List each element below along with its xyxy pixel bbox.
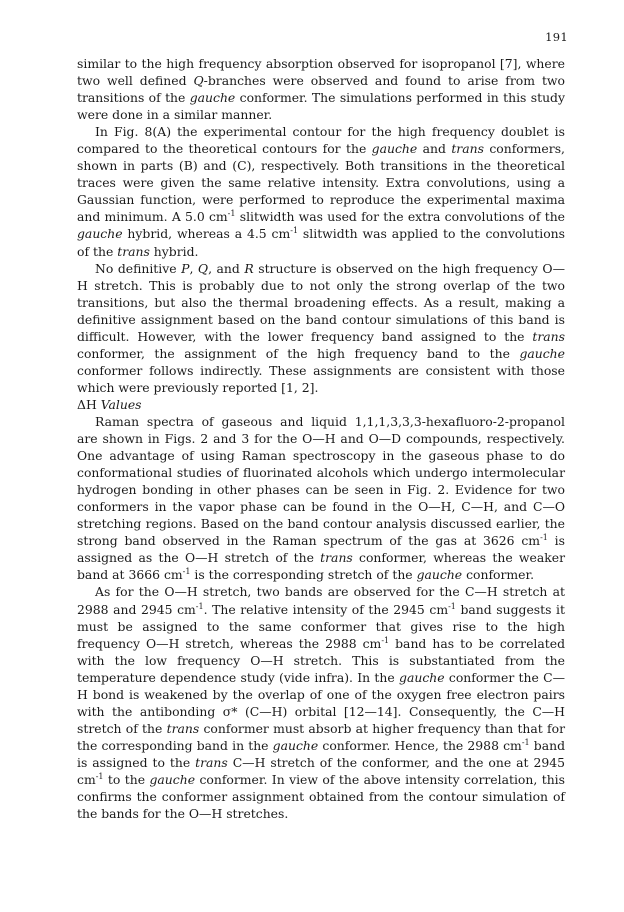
italic-term: trans bbox=[320, 550, 353, 566]
superscript: -1 bbox=[381, 635, 390, 645]
italic-term: gauche bbox=[189, 90, 236, 106]
superscript: -1 bbox=[195, 601, 204, 611]
superscript: -1 bbox=[95, 771, 104, 781]
paragraph: In Fig. 8(A) the experimental contour for the high frequency doublet is compared to the theoretical contours for the gauche and trans conformers, shown in parts (B) and (C), respectively. Both transitions in the theoretical traces were given the same relative intensity. Extra convolutions, using a Gaussian function, were performed to reproduce the experimental maxima and minimum. A 5.0 $cm^{-1}$ slitwidth was used for the extra convolutions of the gauche hybrid, whereas a 4.5 $cm^{-1}$ slitwidth was applied to the convolutions of the trans hybrid. bbox=[77, 124, 566, 259]
italic-term: trans bbox=[195, 754, 228, 770]
paragraph: No definitive P, Q, and R structure is observed on the high frequency O—H stretch. This is probably due to not only the strong overlap of the two transitions, but also the thermal broadening effects. As a result, making a definitive assignment based on the band contour simulations of this band is difficult. However, with the lower frequency band assigned to the trans conformer, the assignment of the high frequency band to the gauche conformer follows indirectly. These assignments are consistent with those which were previously reported [1, 2]. bbox=[77, 260, 565, 395]
superscript: -1 bbox=[182, 567, 191, 577]
superscript: -1 bbox=[227, 209, 236, 219]
paragraph: similar to the high frequency absorption observed for isopropanol [7], where two well defined Q-branches were observed and found to arise from two transitions of the gauche conformer. The simulations performed in this study were done in a similar manner. bbox=[77, 56, 565, 123]
italic-term: P bbox=[181, 260, 190, 276]
italic-term: Q bbox=[197, 260, 209, 276]
paragraph: Raman spectra of gaseous and liquid 1,1,1,3,3,3-hexafluoro-2-propanol are shown in Figs. 2 and 3 for the O—H and O—D compounds, respectively. One advantage of using Raman spectroscopy in the gaseous phase to do conformational studies of fluorinated alcohols which undergo intermolecular hydrogen bonding in other phases can be seen in Fig. 2. Evidence for two conformers in the vapor phase can be found in the O—H, C—H, and C—O stretching regions. Based on the band contour analysis discussed earlier, the strong band observed in the Raman spectrum of the gas at 3626 $cm^{-1}$ is assigned as the O—H stretch of the trans conformer, whereas the weaker band at 3666 $cm^{-1}$ is the corresponding stretch of the gauche conformer. bbox=[77, 413, 565, 583]
italic-term: gauche bbox=[272, 737, 319, 753]
page-number: 191 bbox=[545, 30, 568, 44]
superscript: -1 bbox=[448, 601, 456, 611]
section-heading bbox=[77, 396, 565, 413]
italic-term: trans bbox=[451, 141, 484, 157]
section-heading-title: Values bbox=[96, 396, 142, 412]
body-text bbox=[77, 55, 565, 822]
superscript: -1 bbox=[521, 737, 530, 747]
superscript: -1 bbox=[290, 226, 299, 236]
italic-term: gauche bbox=[77, 226, 123, 242]
section-heading-symbol: ΔH bbox=[77, 396, 97, 412]
italic-term: gauche bbox=[519, 345, 565, 361]
italic-term: trans bbox=[117, 243, 150, 259]
italic-term: Q bbox=[193, 73, 204, 89]
paragraph: As for the O—H stretch, two bands are observed for the C—H stretch at 2988 and 2945 $cm^{-1}$. The relative intensity of the 2945 $cm^{-1}$ band suggests it must be assigned to the same conformer that gives rise to the high frequency O—H stretch, whereas the 2988 $cm^{-1}$ band has to be correlated with the low frequency O—H stretch. This is substantiated from the temperature dependence study (vide infra). In the gauche conformer the C—H bond is weakened by the overlap of one of the oxygen free electron pairs with the antibonding σ* (C—H) orbital [12—14]. Consequently, the C—H stretch of the trans conformer must absorb at higher frequency than that for the corresponding band in the gauche conformer. Hence, the 2988 $cm^{-1}$ band is assigned to the trans C—H stretch of the conformer, and the one at 2945 $cm^{-1}$ to the gauche conformer. In view of the above intensity correlation, this confirms the conformer assignment obtained from the contour simulation of the bands for the O—H stretches. bbox=[77, 584, 566, 822]
italic-term: gauche bbox=[371, 141, 418, 157]
italic-term: R bbox=[244, 260, 254, 276]
italic-term: trans bbox=[166, 720, 200, 736]
superscript: -1 bbox=[540, 533, 548, 543]
italic-term: gauche bbox=[416, 567, 463, 583]
italic-term: gauche bbox=[149, 771, 196, 787]
italic-term: trans bbox=[532, 328, 565, 344]
italic-term: gauche bbox=[399, 669, 445, 685]
